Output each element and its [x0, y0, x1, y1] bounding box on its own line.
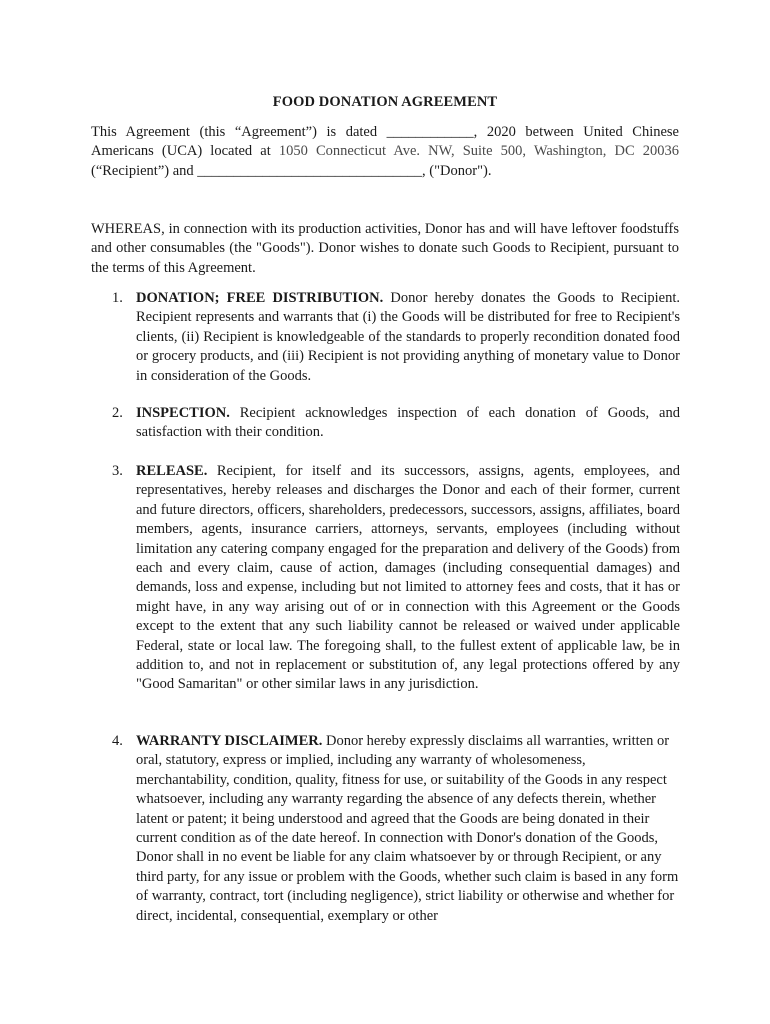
clause-heading: WARRANTY DISCLAIMER. — [136, 733, 323, 749]
whereas-paragraph: WHEREAS, in connection with its production activities, Donor has and will have leftover foodstuffs and other consumables (the "Goods"). Donor wishes to donate such Goods to Recipient, pursuant to the terms of this Agreement. — [91, 221, 679, 276]
clause-body — [136, 732, 680, 926]
clause-warranty-disclaimer — [112, 732, 680, 928]
clause-release — [112, 462, 680, 695]
intro-paragraph — [91, 123, 679, 181]
clause-donation — [112, 289, 680, 386]
document-title: FOOD DONATION AGREEMENT — [272, 94, 498, 110]
clause-text: Recipient, for itself and its successors, assigns, agents, employees, and representatives, hereby releases and discharges the Donor and each of their former, current and future directors, officers, shareholders, predecessors, successors, assigns, affiliates, board members, agents, insurance carriers, attorneys, servants, employees (including without limitation any catering company engaged for the preparation and delivery of the Goods) from each and every claim, cause of action, damages (including consequential damages) and demands, loss and expense, including but not limited to attorney fees and costs, that it has or might have, in any way arising out of or in connection with this Agreement or the Goods except to the extent that any such liability cannot be released or waived under applicable Federal, state or local law. The foregoing shall, to the fullest extent of applicable law, be in addition to, and not in replacement or substitution of, any legal protections offered by any "Good Samaritan" or other similar laws in any jurisdiction. — [136, 463, 680, 693]
clause-text: Recipient acknowledges inspection of each donation of Goods, and satisfaction with their condition. — [136, 405, 680, 441]
clause-body — [136, 289, 680, 386]
clause-number: 1. — [112, 290, 123, 306]
intro-text-part2: (“Recipient”) and _______________________________, ("Donor"). — [91, 162, 492, 179]
clause-heading: RELEASE. — [136, 463, 208, 479]
clause-number: 3. — [112, 463, 123, 479]
clause-heading: DONATION; FREE DISTRIBUTION. — [136, 290, 384, 306]
clause-body — [136, 404, 680, 443]
intro-text-part1: This Agreement (this “Agreement”) is dated ____________, 2020 between United Chinese Americans (UCA) located at — [91, 124, 679, 160]
clause-text: Donor hereby expressly disclaims all warranties, written or oral, statutory, express or implied, including any warranty of wholesomeness, merchantability, condition, quality, fitness for use, or suitability of the Goods in any respect whatsoever, including any warranty regarding the absence of any defects therein, whether latent or patent; it being understood and agreed that the Goods are being donated in their current condition as of the date hereof. In connection with Donor's donation of the Goods, Donor shall in no event be liable for any claim whatsoever by or through Recipient, or any third party, for any issue or problem with the Goods, whether such claim is based in any form of warranty, contract, tort (including negligence), strict liability or otherwise and whether for direct, incidental, consequential, exemplary or other — [136, 733, 679, 924]
recipient-address: 1050 Connecticut Ave. NW, Suite 500, Washington, DC 20036 — [278, 143, 679, 160]
clause-inspection — [112, 404, 680, 443]
clause-heading: INSPECTION. — [136, 405, 230, 421]
clause-text: Donor hereby donates the Goods to Recipient. Recipient represents and warrants that (i) the Goods will be distributed for free to Recipient's clients, (ii) Recipient is knowledgeable of the standards to properly recondition donated food or grocery products, and (iii) Recipient is not providing anything of monetary value to Donor in consideration of the Goods. — [136, 290, 681, 384]
clause-body — [136, 462, 680, 695]
clause-number: 2. — [112, 405, 123, 421]
clause-number: 4. — [112, 733, 123, 749]
